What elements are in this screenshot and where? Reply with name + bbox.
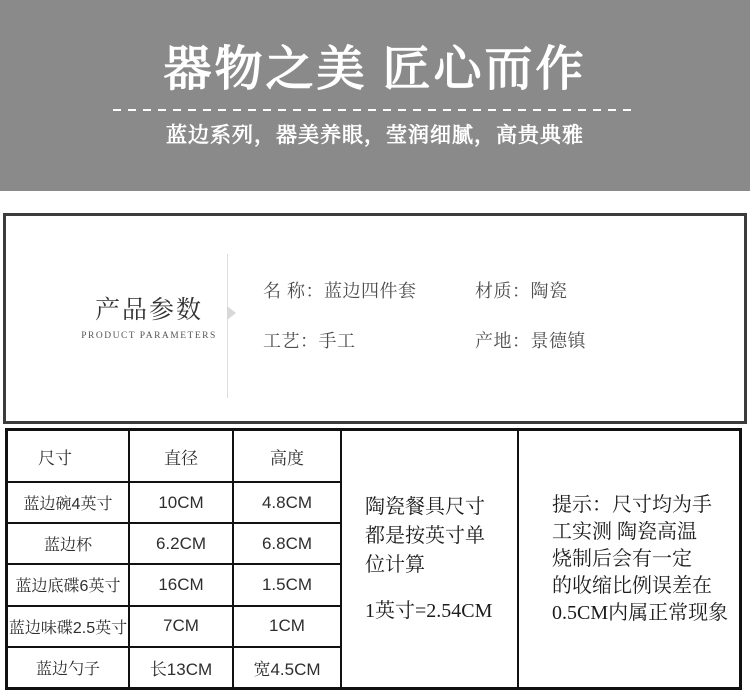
field-value: 陶瓷 <box>530 281 568 301</box>
table-cell-diameter: 6.2CM <box>130 524 232 563</box>
field-product-name <box>263 281 417 301</box>
banner-title: 器物之美 匠心而作 <box>163 43 587 96</box>
col-header-diameter: 直径 <box>130 431 232 481</box>
tip-note-cell <box>519 431 739 687</box>
banner-dashed-divider <box>113 109 637 111</box>
table-cell-item: 蓝边味碟2.5英寸 <box>8 607 128 646</box>
table-cell-height: 宽4.5CM <box>234 648 340 687</box>
unit-conversion-formula: 1英寸=2.54CM <box>365 599 493 622</box>
table-cell-height: 4.8CM <box>234 483 340 522</box>
tip-note-line: 工实测 陶瓷高温 <box>552 520 697 543</box>
field-material <box>475 281 568 301</box>
banner-subtitle: 蓝边系列，器美养眼，莹润细腻，高贵典雅 <box>166 123 584 147</box>
table-cell-diameter: 16CM <box>130 565 232 604</box>
field-label: 名 称： <box>263 281 325 301</box>
col-header-size: 尺寸 <box>8 431 128 481</box>
table-cell-item: 蓝边底碟6英寸 <box>8 565 128 604</box>
field-label: 材质： <box>475 281 531 301</box>
col-header-height: 高度 <box>234 431 340 481</box>
field-label: 工艺： <box>263 331 319 351</box>
size-table <box>5 428 742 690</box>
field-craft <box>263 331 356 351</box>
table-cell-item: 蓝边碗4英寸 <box>8 483 128 522</box>
chevron-right-icon <box>227 306 236 320</box>
table-cell-height: 1CM <box>234 607 340 646</box>
section-heading-zh: 产品参数 <box>94 297 203 324</box>
table-cell-item: 蓝边勺子 <box>8 648 128 687</box>
table-cell-diameter: 长13CM <box>130 648 232 687</box>
field-origin <box>475 331 586 351</box>
unit-note-cell <box>342 431 517 687</box>
section-heading-en: PRODUCT PARAMETERS <box>81 331 217 341</box>
table-cell-diameter: 10CM <box>130 483 232 522</box>
tip-note-line: 烧制后会有一定 <box>552 547 692 570</box>
section-heading <box>61 296 237 342</box>
field-value: 景德镇 <box>530 331 586 351</box>
field-value: 蓝边四件套 <box>324 281 417 301</box>
table-cell-height: 1.5CM <box>234 565 340 604</box>
tip-note-line: 提示：尺寸均为手 <box>552 493 712 516</box>
unit-note-line: 位计算 <box>365 553 425 576</box>
unit-note-line: 都是按英寸单 <box>365 524 485 547</box>
product-parameters-section <box>3 213 747 424</box>
field-label: 产地： <box>475 331 531 351</box>
field-value: 手工 <box>318 331 356 351</box>
unit-note-line: 陶瓷餐具尺寸 <box>365 495 485 518</box>
table-cell-height: 6.8CM <box>234 524 340 563</box>
tip-note-line: 的收缩比例误差在 <box>552 574 712 597</box>
banner <box>0 0 750 191</box>
tip-note-line: 0.5CM内属正常现象 <box>552 601 729 624</box>
table-cell-item: 蓝边杯 <box>8 524 128 563</box>
vertical-divider <box>227 254 228 398</box>
table-cell-diameter: 7CM <box>130 607 232 646</box>
